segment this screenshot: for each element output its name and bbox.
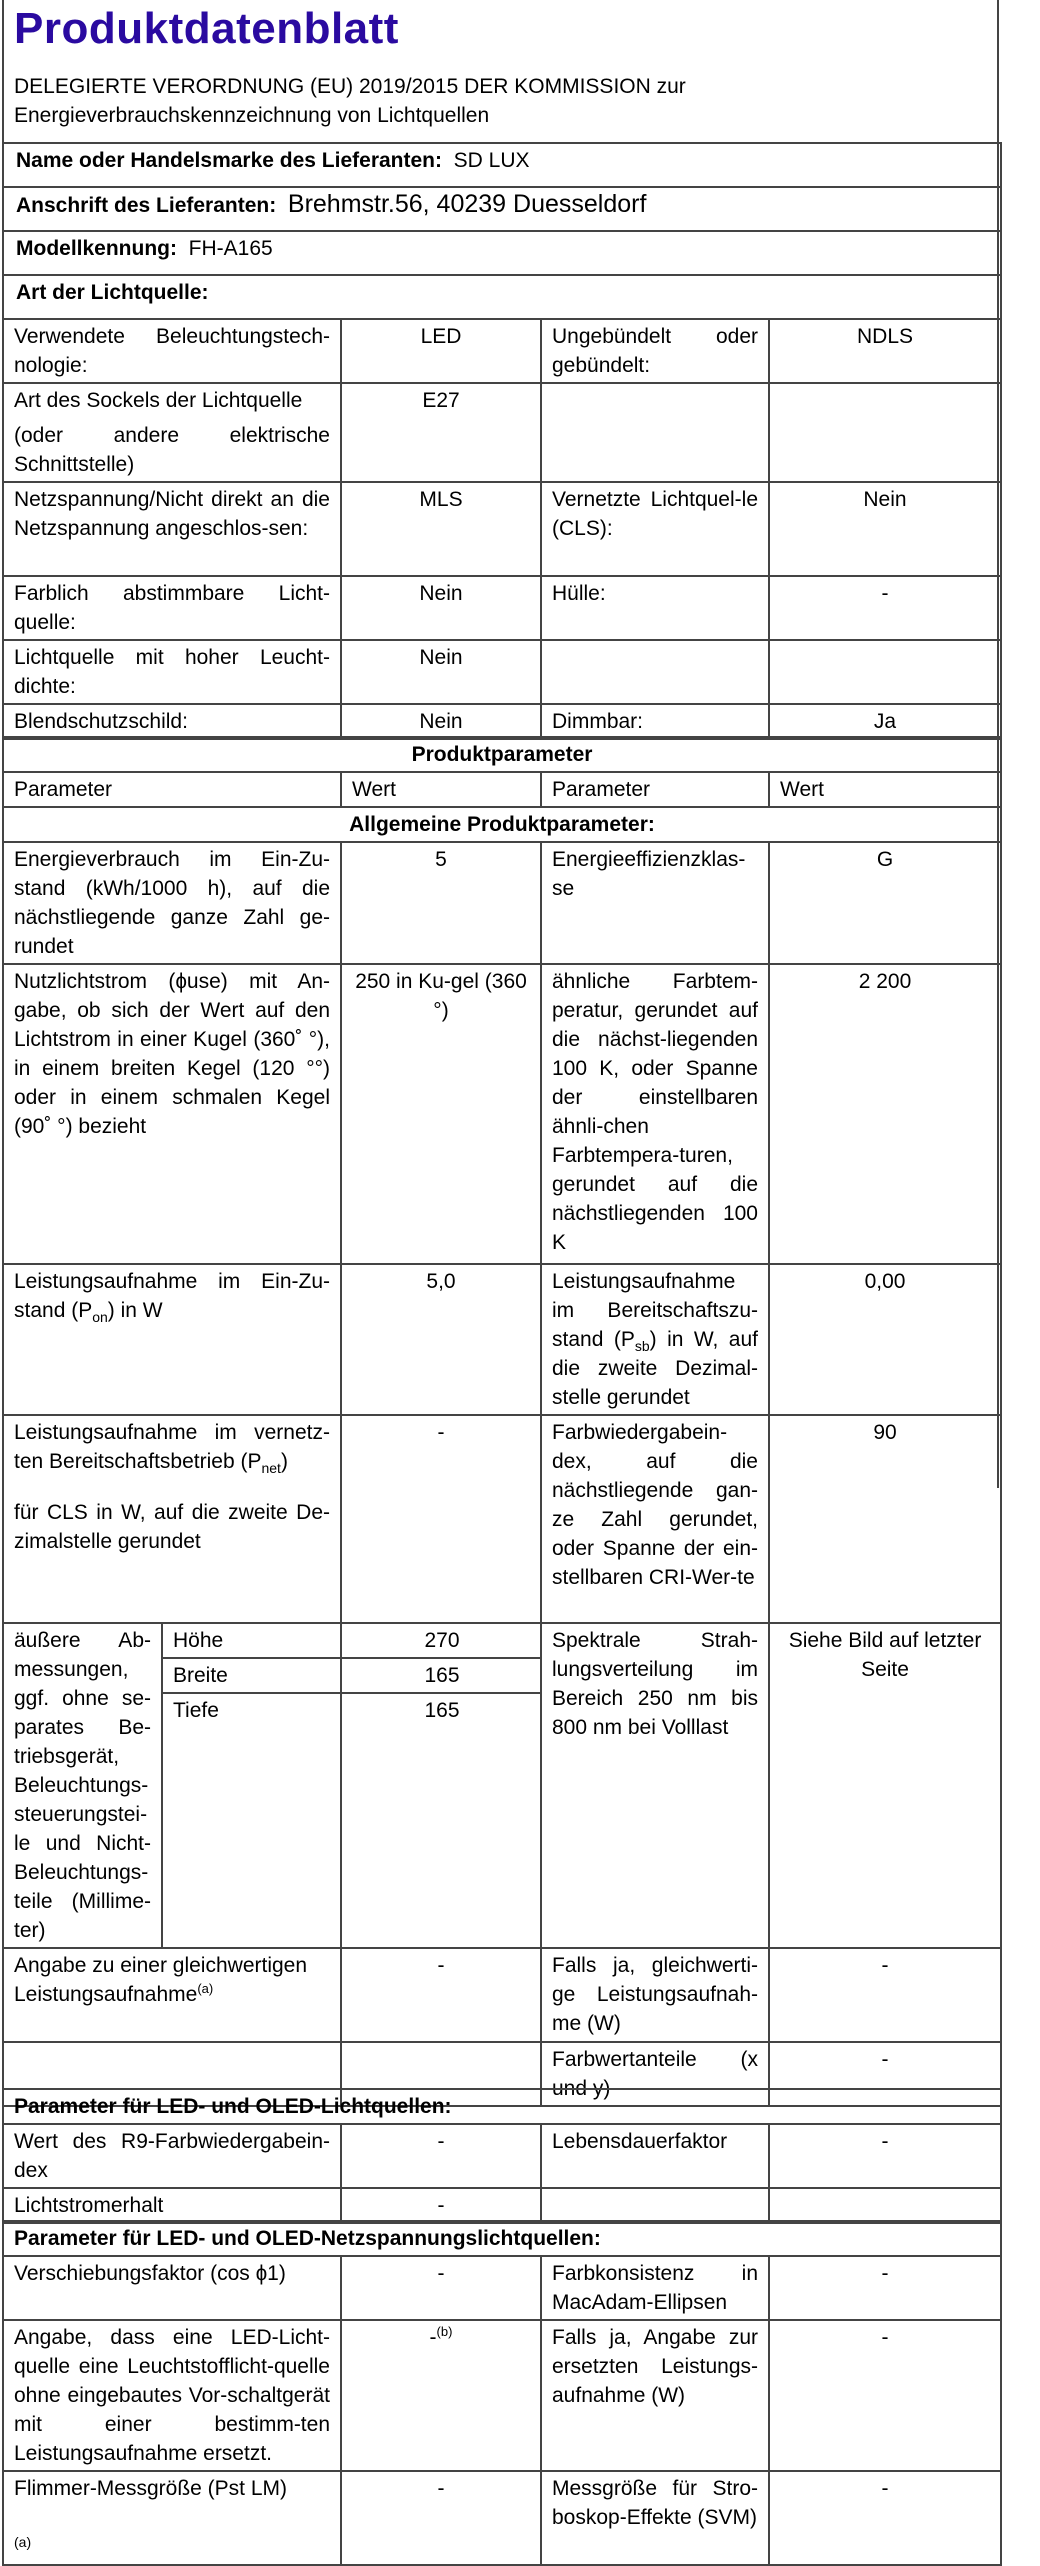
cct-label: ähnliche Farbtem-peratur, gerundet auf die nächst-liegenden 100 K, oder Spanne der einstellbaren ähnli-chen Farbtempera-turen, gerundet auf die nächstliegenden 100 K [541,964,769,1264]
dimensions-table [4,1624,342,1947]
param-header-2: Parameter [541,772,769,807]
model-label: Modellkennung: [16,237,177,260]
equiv-value: - [341,1948,541,2042]
cos-value: - [341,2256,541,2320]
chroma-value-y: - [881,2077,889,2100]
psb-label-b: ) in W, auf die zweite Dezimal-stelle gerundet [552,1328,758,1409]
macadam-value: - [769,2256,1001,2320]
dimensions-cell [3,1623,341,1948]
envelope-label: Hülle: [541,576,769,640]
svm-value: - [769,2471,1001,2565]
r9-value: - [341,2124,541,2188]
chroma-label: Farbwertanteile (x und y) [541,2042,769,2106]
empty-cell [342,1727,542,1946]
pon-label-b: ) in W [107,1299,163,1322]
psb-label [541,1264,769,1415]
lifetime-label: Lebensdauerfaktor [541,2124,769,2188]
equiv-label: Angabe zu einer gleichwertigen Leistungsaufnahme [14,1954,308,2006]
empty-cell [541,383,769,482]
replace-sup: (b) [436,2324,453,2339]
tech-label: Verwendete Beleuchtungstech-nologie: [3,319,341,383]
cri-value: 90 [769,1415,1001,1623]
pon-value: 5,0 [341,1264,541,1415]
chroma-value-x: - [881,2048,889,2071]
footnote-mark: (a) [14,2534,32,2550]
svm-label: Messgröße für Stro-boskop-Effekte (SVM) [541,2471,769,2565]
pon-label [3,1264,341,1415]
lumen-maintenance-value: - [341,2188,541,2223]
pnet-label-b: ) [280,1450,288,1473]
equiv-yes-value: - [769,1948,1001,2042]
high-luminance-label: Lichtquelle mit hoher Leucht-dichte: [3,640,341,704]
equiv-yes-label: Falls ja, gleichwerti-ge Leistungsaufnah-me (W) [541,1948,769,2042]
height-label: Höhe [162,1624,342,1658]
socket-value: E27 [341,383,541,482]
pnet-sub: net [261,1460,281,1477]
socket-label-2: (oder andere elektrische Schnittstelle) [14,424,330,476]
dimensions-values-cell [341,1623,541,1948]
replace-label: Angabe, dass eine LED-Licht-quelle eine Leuchtstofflicht-quelle ohne eingebautes Vor-schaltgerät mit einer bestimm-ten Leistungsaufnahme ersetzt. [3,2320,341,2471]
flicker-label: Flimmer-Messgröße (Pst LM) [3,2471,341,2565]
bundled-value: NDLS [769,319,1001,383]
pon-sub: on [92,1309,108,1326]
pnet-value: - [341,1415,541,1623]
supplier-address-value: Brehmstr.56, 40239 Duesseldorf [287,190,647,218]
tunable-label: Farblich abstimmbare Licht-quelle: [3,576,341,640]
flux-label: Nutzlichtstrom (ɸuse) mit An-gabe, ob sich der Wert auf den Lichtstrom in einer Kugel (360˚ °), in einem breiten Kegel (120 °°) oder in einem schmalen Kegel (90˚ °) bezieht [3,964,341,1264]
pnet-label [3,1415,341,1623]
energy-label: Energieverbrauch im Ein-Zu-stand (kWh/1000 h), auf die nächstliegende ganze Zahl ge-rundet [3,842,341,964]
equiv-label-cell [3,1948,341,2042]
replace-yes-value: - [769,2320,1001,2471]
antiglare-label: Blendschutzschild: [3,704,341,739]
equiv-sup: (a) [197,1981,214,1996]
light-type-table [2,318,1002,740]
empty-cell [541,640,769,704]
dimensions-values [342,1624,542,1946]
socket-label-cell [3,383,341,482]
pnet-label-c: für CLS in W, auf die zweite De-zimalstelle gerundet [14,1501,330,1553]
flux-value: 250 in Ku-gel (360 °) [341,964,541,1264]
page-title: Produktdatenblatt [14,4,399,53]
supplier-name-row [3,143,1001,187]
cls-label: Vernetzte Lichtquel-le (CLS): [541,482,769,576]
param-header-1: Parameter [3,772,341,807]
dimmable-label: Dimmbar: [541,704,769,739]
led-mains-section-heading: Parameter für LED- und OLED-Netzspannungslichtquellen: [3,2221,1001,2256]
empty-cell [162,1727,342,1947]
supplier-name-value: SD LUX [453,149,530,172]
supplier-address-label: Anschrift des Lieferanten: [16,194,277,217]
cls-value: Nein [769,482,1001,576]
value-header-1: Wert [341,772,541,807]
dimensions-label: äußere Ab-messungen, ggf. ohne se-parates Be-triebsgerät, Beleuchtungs-steuerungstei-le und Nicht-Beleuchtungs-teile (Millime-ter) [4,1624,162,1947]
envelope-value: - [769,576,1001,640]
macadam-label: Farbkonsistenz in MacAdam-Ellipsen [541,2256,769,2320]
empty-cell [541,2188,769,2223]
cct-value: 2 200 [769,964,1001,1264]
energy-class-label: Energieeffizienzklas-se [541,842,769,964]
empty-cell [769,2188,1001,2223]
pon-label-a: Leistungsaufnahme im Ein-Zu-stand (P [14,1270,330,1322]
product-table [2,736,1002,2107]
product-section-heading: Produktparameter [3,737,1001,772]
mains-value: MLS [341,482,541,576]
flicker-value: - [341,2471,541,2565]
depth-value: 165 [424,1699,460,1722]
energy-class-value: G [769,842,1001,964]
general-section-heading: Allgemeine Produktparameter: [3,807,1001,842]
led-section-heading: Parameter für LED- und OLED-Lichtquellen: [3,2089,1001,2124]
energy-value: 5 [341,842,541,964]
replace-value-cell [341,2320,541,2471]
dimmable-value: Ja [769,704,1001,739]
replace-yes-label: Falls ja, Angabe zur ersetzten Leistungs-aufnahme (W) [541,2320,769,2471]
spd-value: Siehe Bild auf letzter Seite [769,1623,1001,1948]
lifetime-value: - [769,2124,1001,2188]
supplier-table [2,142,1002,320]
regulation-subtitle: DELEGIERTE VERORDNUNG (EU) 2019/2015 DER KOMMISSION zur Energieverbrauchskennzeichnung von Lichtquellen [14,75,686,127]
antiglare-value: Nein [341,704,541,739]
led-table [2,2088,1002,2224]
spd-label: Spektrale Strah-lungsverteilung im Bereich 250 nm bis 800 nm bei Volllast [541,1623,769,1948]
empty-cell [769,383,1001,482]
cos-label: Verschiebungsfaktor (cos ɸ1) [3,2256,341,2320]
bundled-label: Ungebündelt oder gebündelt: [541,319,769,383]
r9-label: Wert des R9-Farbwiedergabein-dex [3,2124,341,2188]
empty-cell [769,640,1001,704]
psb-label-a: Leistungsaufnahme im Bereitschaftszu-stand (P [552,1270,758,1351]
depth-label: Tiefe [162,1693,342,1727]
high-luminance-value: Nein [341,640,541,704]
lumen-maintenance-label: Lichtstromerhalt [3,2188,341,2223]
mains-label: Netzspannung/Nicht direkt an die Netzspannung angeschlos-sen: [3,482,341,576]
replace-value: - [429,2326,437,2349]
psb-value: 0,00 [769,1264,1001,1415]
cri-label: Farbwiedergabein-dex, auf die nächstliegende gan-ze Zahl gerundet, oder Spanne der ein-stellbaren CRI-Wer-te [541,1415,769,1623]
value-header-2: Wert [769,772,1001,807]
supplier-address-row [3,187,1001,231]
width-value: 165 [342,1658,542,1693]
tech-value: LED [341,319,541,383]
supplier-name-label: Name oder Handelsmarke des Lieferanten: [16,149,442,172]
psb-sub: sb [634,1338,650,1355]
led-mains-table [2,2220,1002,2566]
model-value: FH-A165 [188,237,273,260]
socket-label: Art des Sockels der Lichtquelle [14,389,303,412]
model-row [3,231,1001,275]
height-value: 270 [342,1624,542,1658]
pnet-label-a: Leistungsaufnahme im vernetz-ten Bereitschaftsbetrieb (P [14,1421,330,1473]
width-label: Breite [162,1658,342,1693]
light-type-heading: Art der Lichtquelle: [3,275,1001,319]
tunable-value: Nein [341,576,541,640]
